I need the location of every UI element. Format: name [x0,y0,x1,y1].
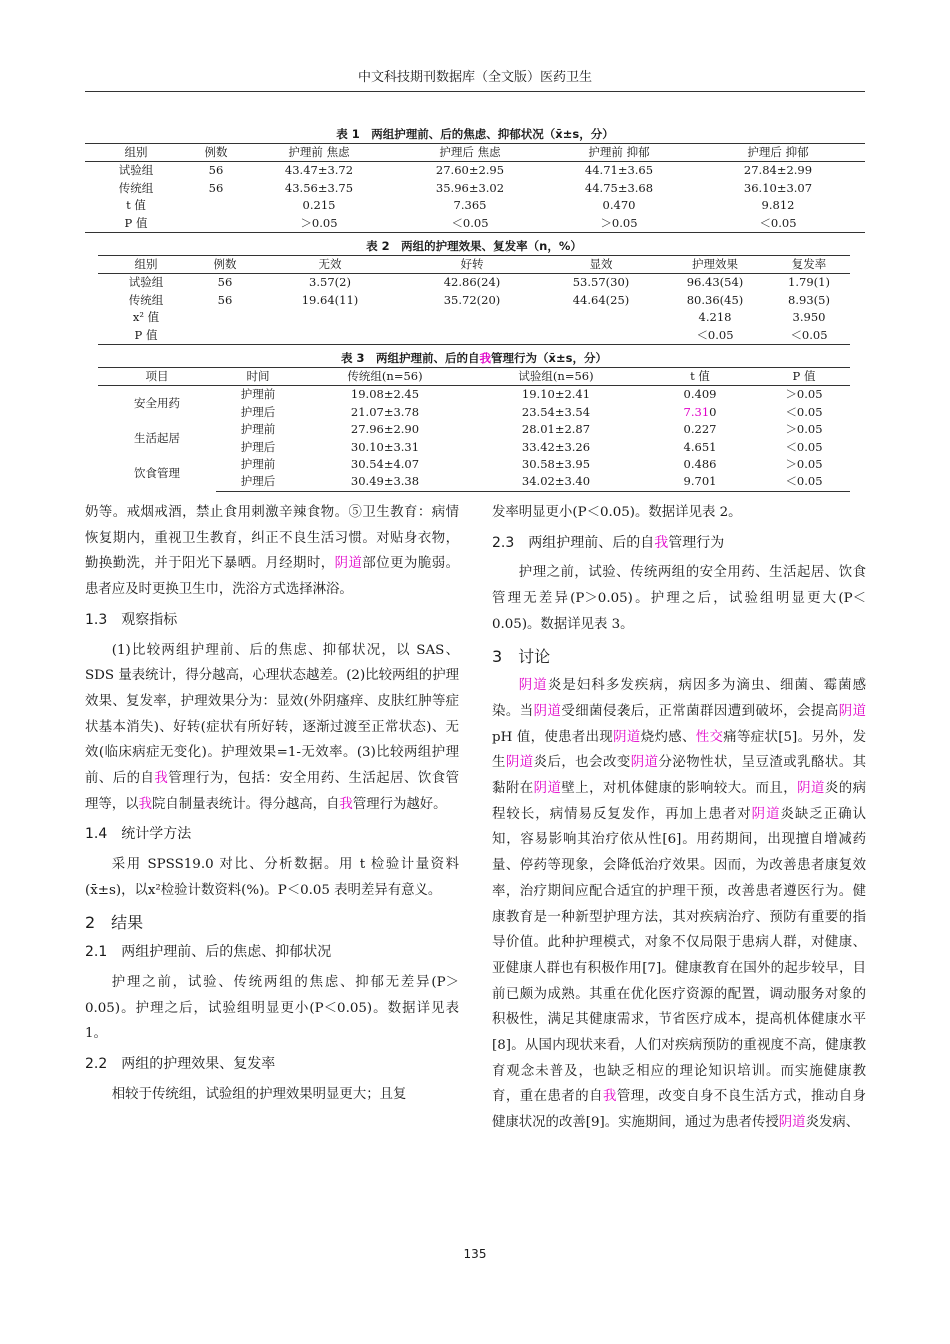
table-cell: 56 [217,275,233,290]
table-cell: ＜0.05 [758,473,850,491]
paragraph-text: 炎缺乏正确认知，容易影响其治疗依从性[6]。用药期间，出现擅自增减药量、停药等现象，会降低治疗效果。因而，为改善患者康复效率，治疗期间应配合适宜的护理干预，改善患者遵医行为。健康教育是一种新型护理方法，其对疾病治疗、预防有重要的指导价值。此种护理模式，对象不仅局限于患病人群，对健康、亚健康人群也有积极作用[7]。健康教育在国外的起步较早，目前已颇为成熟。其重在优化医疗资源的配置，调动服务对象的积极性，满足其健康需求，节省医疗成本，提高机体健康水平[8]。从国内现状来看，人们对疾病预防的重视度不高，健康教育观念未普及，也缺乏相应的理论知识培训。而实施健康教育，重在患者的自 [492,806,867,1105]
paragraph-text: 炎是妇科多发疾病，病因多为滴虫、细菌、霉菌感染。当 [492,678,867,719]
table-cell: ＜0.05 [662,327,768,345]
table-cell: 35.72(20) [443,292,501,307]
table-cell: 28.01±2.87 [521,422,591,437]
paragraph [492,673,866,1136]
caption-text: 管理行为（x̄±s，分） [491,351,607,365]
paragraph-text: 分泌物性状，呈豆渣或乳酪状。其黏附在 [492,755,867,797]
highlighted-term: 我 [654,534,669,551]
col-header: 护理效果 [662,256,768,274]
table-row [85,215,865,233]
table-cell: 试验组 [128,275,164,290]
table-2-caption: 表 2 两组的护理效果、复发率（n，%） [366,239,582,253]
col-header: 组别 [85,144,187,162]
paragraph-text: 炎后，也会改变 [533,755,631,771]
table-cell: 试验组 [118,163,154,178]
col-header: 护理后 焦虑 [393,144,547,162]
col-header: 时间 [216,368,300,386]
highlighted-term: 阴道 [533,781,562,797]
paragraph-text: (1)比较两组护理前、后的焦虑、抑郁状况，以 SAS、SDS 量表统计，得分越高，心理状态越差。(2)比较两组的护理效果、复发率，护理效果分为：显效(外阴瘙痒、皮肤红肿等症状基本消失)、好转(症状有所好转，逐渐过渡至正常状态)、无效(临床病症无变化)。护理效果=1-无效率。(3)比较两组护理前、后的自 [85,642,459,787]
table-cell: 44.64(25) [572,292,630,307]
paragraph-text: 奶等。戒烟戒酒，禁止食用刺激辛辣食物。⑤卫生教育：病情恢复期内，重视卫生教育，纠正不良生活习惯。对贴身衣物，勤换勤洗，并于阳光下暴晒。月经期时， [85,505,459,572]
table-row [98,309,850,326]
table-cell: 33.42±3.26 [521,439,591,454]
paragraph-text: 管理，改变自身不良生活方式，推动自身健康状况的改善[9]。实施期间，通过为患者传授 [492,1089,867,1131]
table-cell: 传统组 [118,180,154,195]
table-cell: ＜0.05 [768,327,850,345]
table-cell: ＜0.05 [393,215,547,233]
table-cell: 3.57(2) [309,275,351,290]
table-row [98,421,850,438]
highlighted-term: 阴道 [630,755,659,771]
table-cell: 96.43(54) [686,275,744,290]
table-row [98,292,850,309]
table-cell: 9.701 [642,473,758,491]
paragraph: 采用 SPSS19.0 对比、分析数据。用 t 检验计量资料(x̄±s)，以x²检验计数资料(%)。P＜0.05 表明差异有意义。 [85,857,459,898]
highlighted-term: 我 [479,351,492,365]
section-heading [492,531,866,557]
col-header: 项目 [98,368,216,386]
table-cell: 护理后 [216,473,300,491]
header-divider [85,91,865,92]
table-cell [404,327,540,345]
table-cell: 30.58±3.95 [521,457,591,472]
table-cell: 30.10±3.31 [350,439,420,454]
table-cell: 护理后 [240,404,276,419]
highlighted-term: 阴道 [505,755,534,771]
col-header: 护理前 抑郁 [547,144,691,162]
table-header-row [98,368,850,386]
col-header: 护理前 焦虑 [245,144,393,162]
heading-text: 2.3 两组护理前、后的自 [492,534,655,551]
table-cell [540,327,662,345]
section-heading: 1.4 统计学方法 [85,826,192,843]
page-number: 135 [463,1247,487,1261]
table-cell: 传统组 [128,292,164,307]
paragraph-text: 受细菌侵袭后，正常菌群因遭到破坏，会提高 [561,703,839,719]
table-cell: ＞0.05 [245,215,393,233]
table-cell: 53.57(30) [572,275,630,290]
highlighted-term: 阴道 [778,1115,806,1131]
highlighted-term: 阴道 [613,729,641,745]
highlighted-term: 性交 [695,729,724,745]
table-cell: ＞0.05 [547,215,691,233]
table-cell: 护理前 [240,422,276,437]
table-cell: 4.651 [683,439,717,454]
paragraph-text: 痛等症状[5]。另外，发生 [492,729,867,771]
table-cell: 0.227 [683,422,717,437]
col-header: 无效 [256,256,404,274]
table-row [85,162,865,180]
highlighted-term: 7.31 [683,404,710,419]
highlighted-term: 我 [339,796,353,812]
paragraph [85,500,459,603]
table-cell: 35.96±3.02 [435,180,505,195]
table-cell: ＜0.05 [691,215,865,233]
table-cell: P 值 [98,327,194,345]
table-cell: P 值 [85,215,187,233]
table-cell: 34.02±3.40 [470,473,642,491]
paragraph-text: 炎发病、 [805,1115,860,1131]
paragraph-text: 部位更为脆弱。患者应及时更换卫生巾，洗浴方式选择淋浴。 [85,556,460,598]
paragraph: 相较于传统组，试验组的护理效果明显更大；且复 [111,1086,407,1102]
paragraph-text: 管理行为越好。 [352,796,447,812]
table-cell: 42.86(24) [443,275,501,290]
table-cell: 27.60±2.95 [435,163,505,178]
table-cell: 9.812 [761,198,795,213]
paragraph-text: pH 值，使患者出现 [492,729,614,745]
table-cell: 30.49±3.38 [300,473,470,491]
row-group-label: 饮食管理 [134,465,180,480]
table-cell: 0.470 [602,198,636,213]
paragraph: 护理之前，试验、传统两组的安全用药、生活起居、饮食管理无差异(P＞0.05)。护理之后，试验组明显更大(P＜0.05)。数据详见表 3。 [492,565,866,632]
journal-header: 中文科技期刊数据库（全文版）医药卫生 [357,70,592,85]
table-cell: 44.71±3.65 [584,163,654,178]
paragraph-text: 炎的病程较长，病情易反复发作，再加上患者对 [492,781,867,822]
table-cell: 80.36(45) [686,292,744,307]
table-header-row [85,144,865,162]
highlighted-term: 阴道 [751,806,781,822]
table-1-caption: 表 1 两组护理前、后的焦虑、抑郁状况（x̄±s，分） [336,127,614,141]
table-cell: 19.10±2.41 [521,387,591,402]
section-heading: 2 结果 [85,912,144,932]
col-header: 例数 [194,256,256,274]
table-row [98,274,850,292]
table-cell: 27.84±2.99 [743,163,813,178]
left-column [85,500,459,1107]
highlighted-term: 阴道 [518,678,548,694]
table-row [85,180,865,197]
table-cell: 36.10±3.07 [743,180,813,195]
table-cell: 3.950 [792,310,826,325]
table-cell: ＜0.05 [785,439,823,454]
section-heading: 1.3 观察指标 [85,611,178,628]
table-cell: t 值 [126,198,146,213]
table-cell: 护理前 [240,387,276,402]
highlighted-term: 阴道 [334,556,363,572]
table-cell [194,309,256,326]
table-cell: 56 [208,163,224,178]
highlighted-term: 我 [138,796,152,812]
table-cell: 0.409 [683,387,717,402]
heading-text: 管理行为 [668,534,725,551]
table-3-caption [98,350,850,367]
table-cell: 56 [217,292,233,307]
highlighted-term: 阴道 [797,781,825,797]
section-heading: 2.2 两组的护理效果、复发率 [85,1056,276,1073]
section-heading: 2.1 两组护理前、后的焦虑、抑郁状况 [85,944,332,961]
row-group-label: 安全用药 [134,396,180,411]
table-cell: 23.54±3.54 [521,404,591,419]
table-cell: 0.215 [302,198,336,213]
table-cell: x² 值 [132,310,160,325]
table-cell [194,327,256,345]
table-cell: 19.64(11) [301,292,359,307]
paragraph-text: 院自制量表统计。得分越高，自 [151,796,340,812]
caption-text: 表 3 两组护理前、后的自 [341,351,480,365]
table-cell [404,309,540,326]
right-column [492,500,866,1136]
col-header: t 值 [642,368,758,386]
table-row [98,386,850,404]
table-cell [187,197,245,214]
section-heading: 3 讨论 [492,646,551,666]
col-header: 复发率 [768,256,850,274]
table-cell-text: 0 [709,404,717,419]
table-cell [256,309,404,326]
table-cell: 56 [208,180,224,195]
paragraph: 护理之前，试验、传统两组的焦虑、抑郁无差异(P＞0.05)。护理之后，试验组明显更小(P＜0.05)。数据详见表 1。 [85,974,459,1042]
table-cell [642,404,758,421]
table-cell: 护理前 [240,457,276,472]
table-cell: ＜0.05 [785,404,823,419]
table-3 [98,350,850,492]
col-header: 护理后 抑郁 [691,144,865,162]
table-cell: 4.218 [698,310,732,325]
table-cell: 7.365 [453,198,487,213]
highlighted-term: 阴道 [533,703,562,719]
paragraph-text: 烧灼感、 [640,729,696,745]
row-group-label: 生活起居 [134,430,180,445]
col-header: 传统组(n=56) [300,368,470,386]
paragraph-text: 壁上，对机体健康的影响较大。而且， [561,781,798,797]
highlighted-term: 我 [154,771,169,787]
table-cell: 21.07±3.78 [350,404,420,419]
col-header: 组别 [98,256,194,274]
paragraph-text: 管理行为，包括：安全用药、生活起居、饮食管理等，以 [85,771,460,812]
table-row [98,456,850,473]
highlighted-term: 我 [602,1089,617,1105]
table-row [98,327,850,345]
table-1 [85,126,865,233]
table-cell: 19.08±2.45 [350,387,420,402]
table-cell: ＞0.05 [785,387,823,402]
paragraph: 发率明显更小(P＜0.05)。数据详见表 2。 [492,505,742,520]
table-cell: ＞0.05 [785,422,823,437]
table-row [85,197,865,214]
table-cell: 1.79(1) [788,275,830,290]
table-cell: 8.93(5) [788,292,830,307]
col-header: P 值 [758,368,850,386]
table-cell: 43.47±3.72 [284,163,354,178]
table-cell: 43.56±3.75 [284,180,354,195]
highlighted-term: 阴道 [838,703,867,719]
table-2 [98,238,850,345]
table-cell [540,309,662,326]
table-cell: 30.54±4.07 [350,457,420,472]
table-cell: 0.486 [683,457,717,472]
col-header: 试验组(n=56) [470,368,642,386]
paragraph [85,638,459,818]
table-cell [187,215,245,233]
table-cell: 护理后 [240,439,276,454]
col-header: 例数 [187,144,245,162]
table-cell: 44.75±3.68 [584,180,654,195]
col-header: 显效 [540,256,662,274]
table-cell: 27.96±2.90 [350,422,420,437]
table-header-row [98,256,850,274]
table-cell [256,327,404,345]
col-header: 好转 [404,256,540,274]
table-cell: ＞0.05 [785,457,823,472]
